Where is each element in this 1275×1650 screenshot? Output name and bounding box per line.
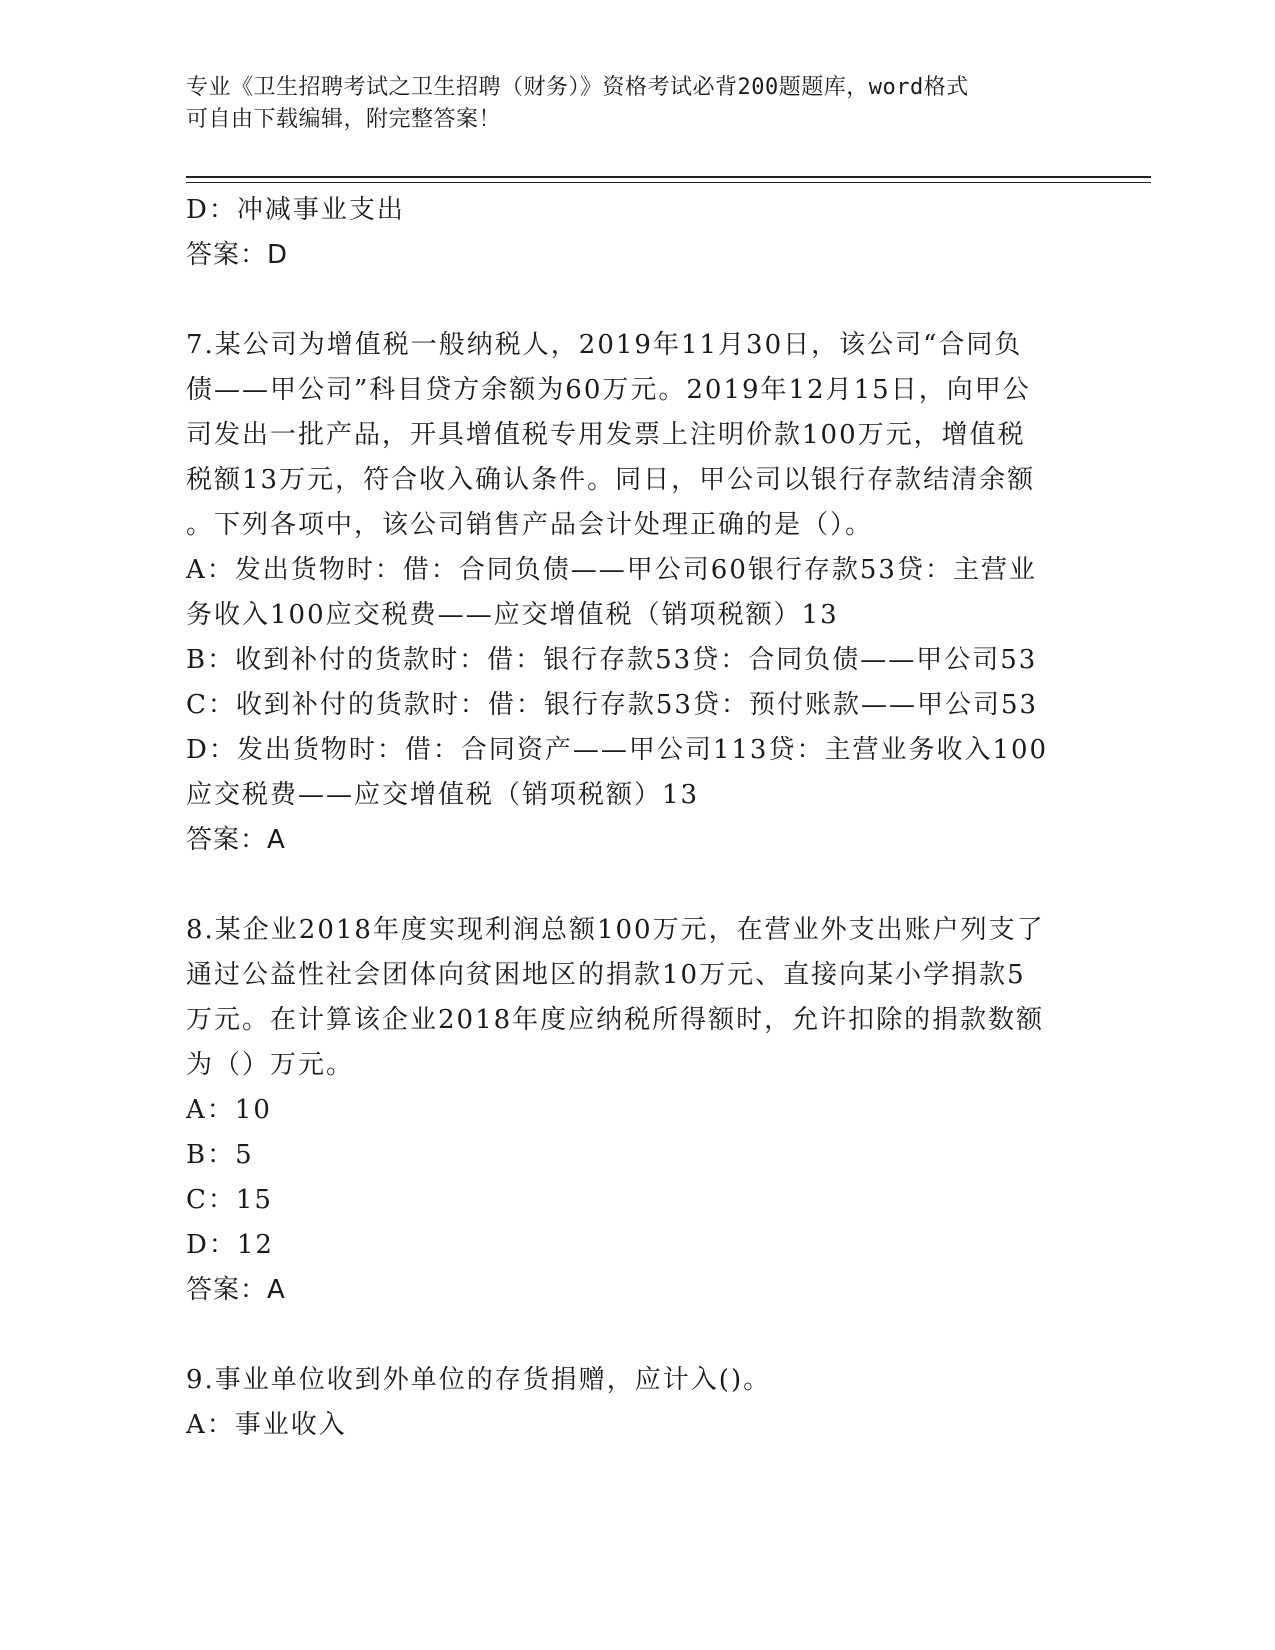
question-stem: 司发出一批产品，开具增值税专用发票上注明价款100万元，增值税 [186,420,1026,450]
header-line: 专业《卫生招聘考试之卫生招聘（财务）》资格考试必背200题题库，word格式 [186,75,969,100]
header-divider [186,176,1151,178]
question-9 [186,1358,1086,1448]
question-stem: 万元。在计算该企业2018年度应纳税所得额时，允许扣除的捐款数额 [186,1005,1045,1035]
question-7 [186,323,1086,863]
page-header [186,72,1066,136]
option-b: B：5 [186,1140,254,1170]
option-c: C：15 [186,1185,273,1215]
spacer [186,863,1086,908]
question-6-tail [186,188,1086,278]
question-stem: 税额13万元，符合收入确认条件。同日，甲公司以银行存款结清余额 [186,465,1036,495]
question-stem: 8.某企业2018年度实现利润总额100万元，在营业外支出账户列支了 [186,915,1045,945]
spacer [186,278,1086,323]
question-stem: 。下列各项中，该公司销售产品会计处理正确的是（）。 [186,510,874,540]
question-stem: 为（）万元。 [186,1050,355,1080]
option-a: 务收入100应交税费——应交增值税（销项税额）13 [186,600,839,630]
answer: 答案：A [186,825,286,855]
header-divider-thin [186,182,1151,183]
option-a: A：发出货物时：借：合同负债——甲公司60银行存款53贷：主营业 [186,555,1037,585]
option-b: B：收到补付的货款时：借：银行存款53贷：合同负债——甲公司53 [186,645,1038,675]
answer: 答案：A [186,1275,286,1305]
option-c: C：收到补付的货款时：借：银行存款53贷：预付账款——甲公司53 [186,690,1039,720]
answer: 答案：D [186,240,289,270]
question-stem: 通过公益性社会团体向贫困地区的捐款10万元、直接向某小学捐款5 [186,960,1026,990]
question-stem: 7.某公司为增值税一般纳税人，2019年11月30日，该公司“合同负 [186,330,1023,360]
question-8 [186,908,1086,1313]
option-a: A：10 [186,1095,272,1125]
question-stem: 债——甲公司”科目贷方余额为60万元。2019年12月15日，向甲公 [186,375,1031,405]
question-stem: 9.事业单位收到外单位的存货捐赠，应计入()。 [186,1365,772,1395]
spacer [186,1313,1086,1358]
option-d: D：12 [186,1230,274,1260]
option-d: D：发出货物时：借：合同资产——甲公司113贷：主营业务收入100 [186,735,1049,765]
header-line: 可自由下载编辑，附完整答案！ [186,107,502,132]
option-a: A：事业收入 [186,1410,347,1440]
document-body [186,188,1086,1448]
option-d: 应交税费——应交增值税（销项税额）13 [186,780,700,810]
option-d: D：冲减事业支出 [186,195,405,225]
